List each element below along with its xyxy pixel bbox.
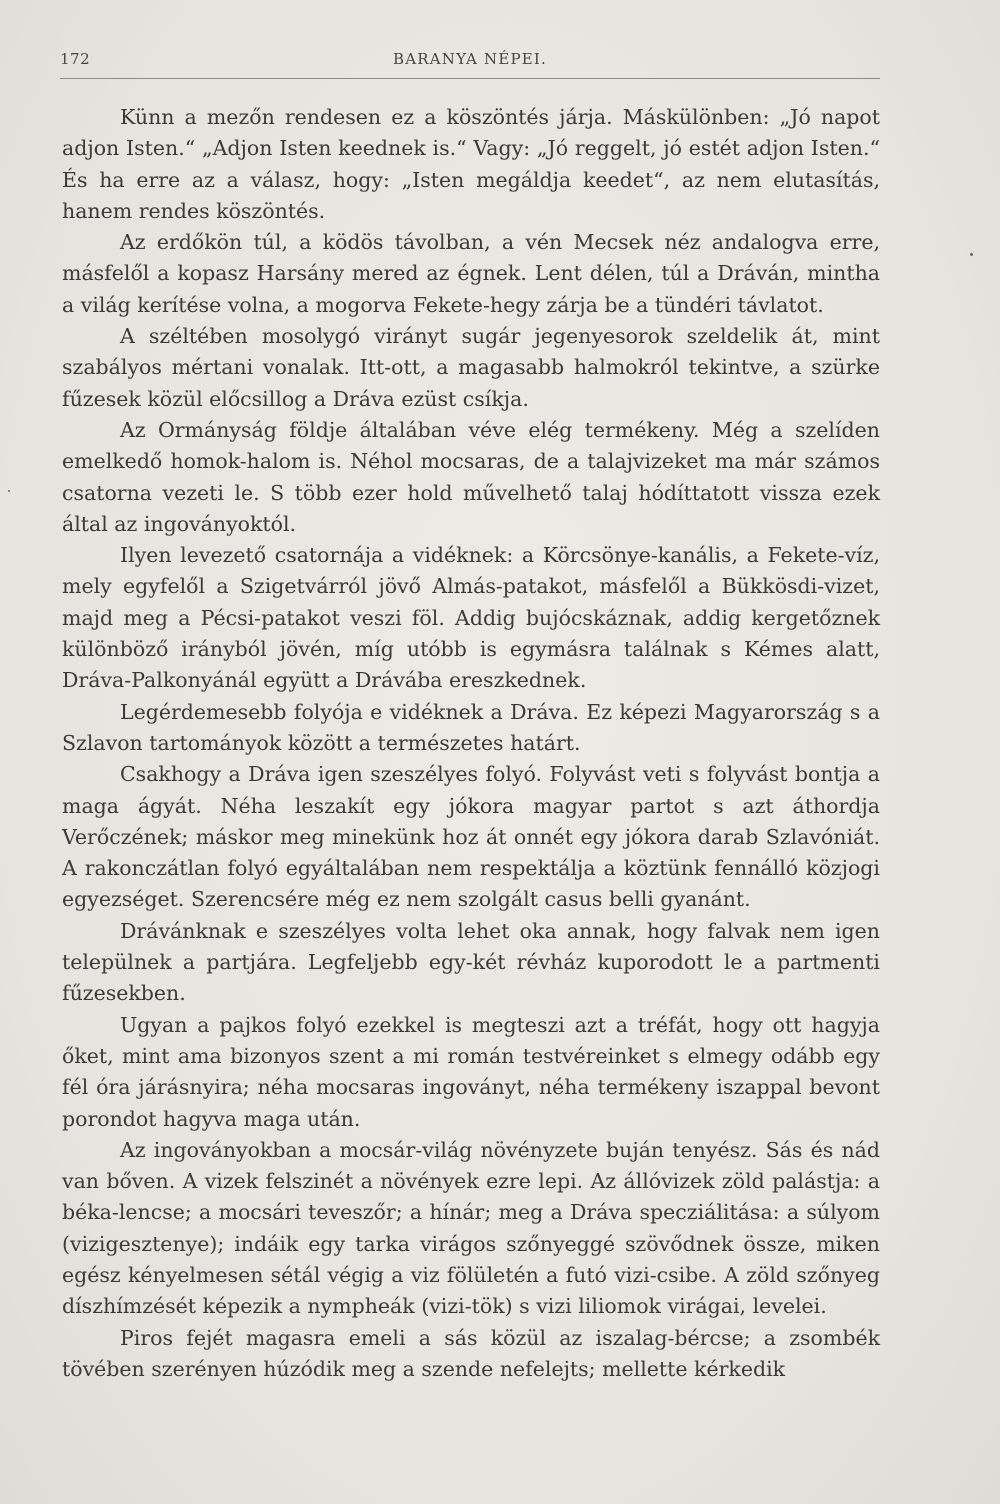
paper-speck <box>970 253 973 256</box>
paragraph: A széltében mosolygó virányt sugár jegenyesorok szeldelik át, mint szabályos mértani vonalak. Itt-ott, a magasabb halmokról tekintve, a szürke fűzesek közül előcsillog a Dráva ezüst csíkja. <box>62 324 880 411</box>
paragraph: Ugyan a pajkos folyó ezekkel is megteszi azt a tréfát, hogy ott hagyja őket, mint ama bizonyos szent a mi román testvéreinket s elmegy odább egy fél óra járásnyira; néha mocsaras ingoványt, néha termékeny iszappal bevont porondot hagyva maga után. <box>62 1012 880 1131</box>
running-title: BARANYA NÉPEI. <box>392 50 548 68</box>
header-rule <box>60 78 880 79</box>
page-number: 172 <box>60 50 91 68</box>
paragraph: Künn a mezőn rendesen ez a köszöntés járja. Máskülönben: „Jó napot adjon Isten.“ „Adjon Isten keednek is.“ Vagy: „Jó reggelt, jó estét adjon Isten.“ És ha erre az a válasz, hogy: „Isten megáldja keedet“, az nem elutasítás, hanem rendes köszöntés. <box>62 105 880 223</box>
paragraph: Csakhogy a Dráva igen szeszélyes folyó. Folyvást veti s folyvást bontja a maga ágyát. Néha leszakít egy jókora magyar partot s azt áthordja Verőczének; máskor meg minekünk hoz át onnét egy jókora darab Szlavóniát. A rakonczátlan folyó egyáltalában nem respektálja a köztünk fennálló közjogi egyezséget. Szerencsére még ez nem szolgált casus belli gyanánt. <box>62 762 880 912</box>
paragraph: Legérdemesebb folyója e vidéknek a Dráva. Ez képezi Magyarország s a Szlavon tartományok között a természetes határt. <box>62 699 880 755</box>
paragraph: Drávánknak e szeszélyes volta lehet oka annak, hogy falvak nem igen települnek a partjára. Legfeljebb egy-két révház kuporodott le a partmenti fűzesekben. <box>62 918 880 1006</box>
page-header <box>60 50 880 74</box>
paragraph: Az Ormányság földje általában véve elég termékeny. Még a szelíden emelkedő homok-halom is. Néhol mocsaras, de a talajvizeket ma már számos csatorna vezeti le. S több ezer hold művelhető talaj hódíttatott vissza ezek által az ingoványoktól. <box>62 417 880 536</box>
paragraph: Ilyen levezető csatornája a vidéknek: a Körcsönye-kanális, a Fekete-víz, mely egyfelől a Szigetvárról jövő Almás-patakot, másfelől a Bükkösdi-vizet, majd meg a Pécsi-patakot veszi föl. Addig bujócskáznak, addig kergetőznek különböző irányból jövén, míg utóbb is egymásra találnak s Kémes alatt, Dráva-Palkonyánál együtt a Drávába ereszkednek. <box>62 543 880 693</box>
paragraph: Az erdőkön túl, a ködös távolban, a vén Mecsek néz andalogva erre, másfelől a kopasz Harsány mered az égnek. Lent délen, túl a Dráván, mintha a világ kerítése volna, a mogorva Fekete-hegy zárja be a tündéri távlatot. <box>62 230 880 317</box>
paragraph: Az ingoványokban a mocsár-világ növényzete buján tenyész. Sás és nád van bőven. A vizek felszinét a növények ezre lepi. Az állóvizek zöld palástja: a béka-lencse; a mocsári teveszőr; a hínár; meg a Dráva specziálitása: a súlyom (vizigesztenye); indáik egy tarka virágos szőnyeggé szövődnek össze, miken egész kényelmesen sétál végig a viz fölületén a futó vizi-csibe. A zöld szőnyeg díszhímzését képezik a nympheák (vizi-tök) s vizi liliomok virágai, levelei. <box>62 1137 880 1319</box>
paragraph: Piros fejét magasra emeli a sás közül az iszalag-bércse; a zsombék tövében szerényen húzódik meg a szende nefelejts; mellette kérkedik <box>62 1325 880 1381</box>
body-text <box>62 102 880 1385</box>
paper-speck <box>8 490 10 492</box>
